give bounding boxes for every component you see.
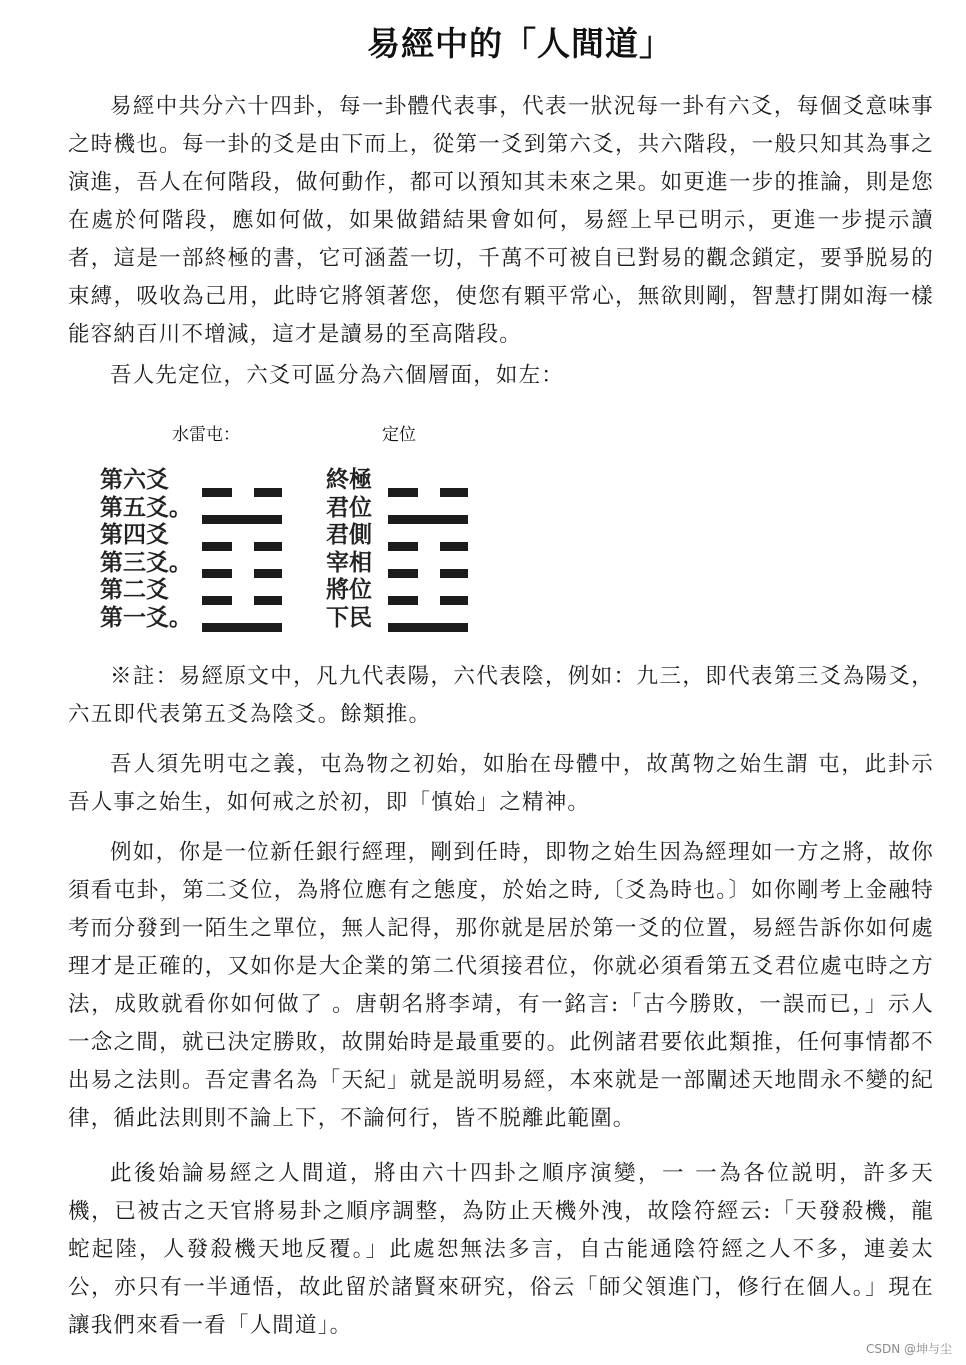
- yin-segment: [440, 488, 468, 497]
- yin-segment: [388, 488, 418, 497]
- yin-line: [388, 538, 474, 565]
- yin-segment: [254, 569, 282, 578]
- yao-name: 第六爻: [100, 466, 169, 493]
- yin-segment: [440, 569, 468, 578]
- hexagram-zhun-right: [388, 484, 474, 646]
- page-title: 易經中的「人間道」: [367, 24, 673, 63]
- position-list: [326, 466, 386, 631]
- yin-segment: [254, 596, 282, 605]
- yin-segment: [202, 488, 232, 497]
- paragraph-positioning: 吾人先定位，六爻可區分為六個層面，如左：: [110, 363, 565, 388]
- yin-segment: [202, 542, 232, 551]
- position-name: 宰相: [326, 548, 372, 576]
- paragraph-zhun-meaning: 吾人須先明屯之義，屯為物之初始，如胎在母體中，故萬物之始生謂 屯，此卦示吾人事之始生，如何戒之於初，即「慎始」之精神。: [68, 752, 934, 815]
- yin-segment: [202, 596, 232, 605]
- yin-line: [202, 538, 288, 565]
- yao-name-list: [100, 466, 192, 631]
- yin-segment: [388, 542, 418, 551]
- paragraph-example: 例如，你是一位新任銀行經理，剛到任時，即物之始生因為經理如一方之將，故你須看屯卦，第二爻位，為將位應有之態度，於始之時,〔爻為時也。〕如你剛考上金融特考而分發到一陌生之單位，無人記得，那你就是居於第一爻的位置，易經告訴你如何處理才是正確的，又如你是大企業的第二代須接君位，你就必須看第五爻君位處屯時之方法，成敗就看你如何做了 。唐朝名將李靖，有一銘言:「古今勝敗，一誤而已，」示人一念之間，就已決定勝敗，故開始時是最重要的。此例諸君要依此類推，任何事情都不出易之法則。吾定書名為「天紀」就是説明易經，本來就是一部闡述天地間永不變的紀律，循此法則則不論上下，不論何行，皆不脱離此範圍。: [68, 840, 934, 1131]
- yin-segment: [254, 488, 282, 497]
- yin-segment: [440, 596, 468, 605]
- yang-segment: [202, 515, 282, 524]
- paragraph-intro: 易經中共分六十四卦，每一卦體代表事，代表一狀況每一卦有六爻，每個爻意味事之時機也。每一卦的爻是由下而上，從第一爻到第六爻，共六階段，一般只知其為事之演進，吾人在何階段，做何動作，都可以預知其未來之果。如更進一步的推論，則是您在處於何階段，應如何做，如果做錯結果會如何，易經上早已明示，更進一步提示讀者，這是一部終極的書，它可涵蓋一切，千萬不可被自已對易的觀念鎖定，要爭脱易的束縛，吸收為己用，此時它將領著您，使您有顆平常心，無欲則剛，智慧打開如海一樣能容納百川不增減，這才是讀易的至高階段。: [68, 94, 934, 347]
- yang-segment: [388, 623, 468, 632]
- yao-name: 第五爻。: [100, 493, 192, 521]
- yang-segment: [388, 515, 468, 524]
- yin-segment: [440, 542, 468, 551]
- diagram-label-hexagram: 水雷屯：: [172, 425, 240, 445]
- paragraph-conclusion: 此後始論易經之人間道，將由六十四卦之順序演變，一 一為各位説明，許多天機，已被古之天官將易卦之順序調整，為防止天機外洩，故陰符經云:「天發殺機，龍蛇起陸，人發殺機天地反覆。」此處恕無法多言，自古能通陰符經之人不多，連姜太公，亦只有一半通悟，故此留於諸賢來研究，俗云「師父領進门，修行在個人。」現在讓我們來看一看「人間道」。: [68, 1161, 934, 1338]
- paragraph-note: ※註：易經原文中，凡九代表陽，六代表陰，例如：九三，即代表第三爻為陽爻，六五即代表第五爻為陰爻。餘類推。: [68, 664, 934, 727]
- position-name: 君位: [326, 493, 372, 521]
- yang-line: [388, 619, 474, 646]
- position-name: 下民: [326, 603, 372, 631]
- yang-line: [202, 619, 288, 646]
- yin-line: [388, 484, 474, 511]
- yin-line: [388, 592, 474, 619]
- yang-segment: [202, 623, 282, 632]
- yao-name: 第四爻: [100, 521, 169, 548]
- diagram-label-positions: 定位: [382, 425, 416, 445]
- yin-segment: [388, 596, 418, 605]
- yin-line: [202, 565, 288, 592]
- yao-name: 第二爻: [100, 576, 169, 603]
- yang-line: [388, 511, 474, 538]
- position-name: 將位: [326, 576, 372, 603]
- yin-line: [202, 592, 288, 619]
- yin-segment: [202, 569, 232, 578]
- yin-line: [202, 484, 288, 511]
- position-name: 終極: [326, 466, 372, 493]
- yin-segment: [388, 569, 418, 578]
- yao-name: 第三爻。: [100, 548, 192, 576]
- yin-segment: [254, 542, 282, 551]
- yao-name: 第一爻。: [100, 603, 192, 631]
- watermark: CSDN @坤与尘: [865, 1342, 952, 1356]
- yang-line: [202, 511, 288, 538]
- position-name: 君側: [326, 521, 372, 548]
- yin-line: [388, 565, 474, 592]
- hexagram-zhun-left: [202, 484, 288, 646]
